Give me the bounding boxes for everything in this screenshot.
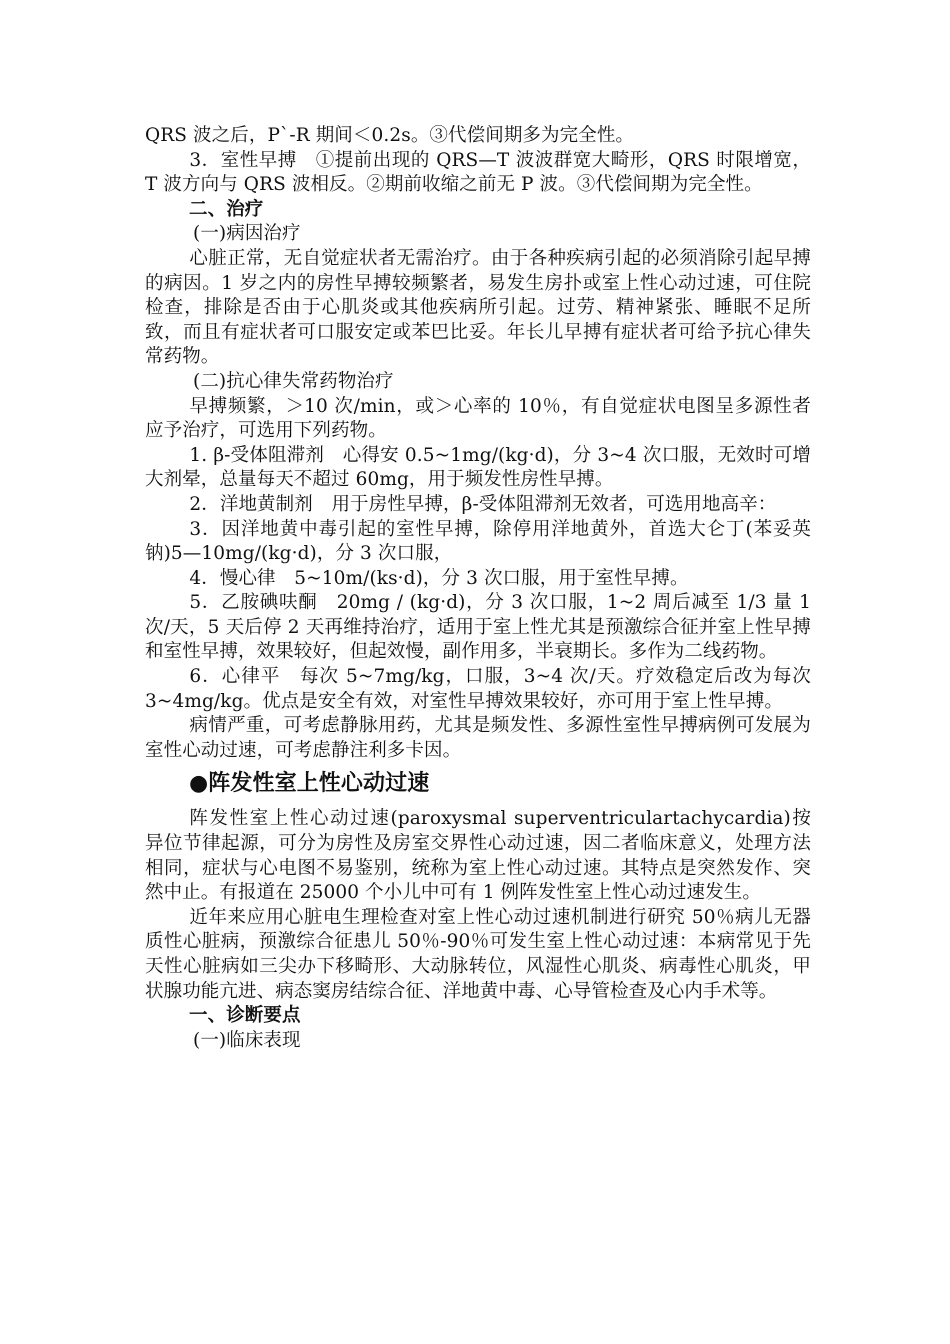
chapter-heading-svt <box>145 769 811 799</box>
paragraph-svt-etiology: 近年来应用心脏电生理检查对室上性心动过速机制进行研究 50％病儿无器质性心脏病，预激综合征患儿 50％-90％可发生室上性心动过速：本病常见于先天性心脏病如三尖办下移畸形、大动脉转位，风湿性心肌炎、病毒性心肌炎，甲状腺功能亢进、病态窦房结综合征、洋地黄中毒、心导管检查及心内手术等。 <box>145 906 811 1002</box>
paragraph-etiology-treatment: 心脏正常，无自觉症状者无需治疗。由于各种疾病引起的必须消除引起早搏的病因。1 岁之内的房性早搏较频繁者，易发生房扑或室上性心动过速，可住院检查，排除是否由于心肌炎或其他疾病所引起。过劳、精神紧张、睡眠不足所致，而且有症状者可口服安定或苯巴比妥。年长儿早搏有症状者可给予抗心律失常药物。 <box>145 247 811 368</box>
paragraph-ventricular-premature: 3．室性早搏 ①提前出现的 QRS—T 波波群宽大畸形，QRS 时限增宽，T 波方向与 QRS 波相反。②期前收缩之前无 P 波。③代偿间期为完全性。 <box>145 149 811 196</box>
section-heading-treatment: 二、治疗 <box>189 198 264 220</box>
bullet-icon: ● <box>189 771 209 797</box>
paragraph-drug-4: 4．慢心律 5~10m/(ks·d)，分 3 次口服，用于室性早搏。 <box>189 567 689 589</box>
paragraph-svt-definition: 阵发性室上性心动过速(paroxysmal superventriculartachycardia)按异位节律起源，可分为房性及房室交界性心动过速，因二者临床意义，处理方法相同，症状与心电图不易鉴别，统称为室上性心动过速。其特点是突然发作、突然中止。有报道在 25000 个小儿中可有 1 例阵发性室上性心动过速发生。 <box>145 808 811 904</box>
paragraph-antiarrhythmic-intro: 早搏频繁，＞10 次/min，或＞心率的 10％，有自觉症状电图呈多源性者应予治疗，可选用下列药物。 <box>145 395 811 442</box>
subheading-antiarrhythmic: (二)抗心律失常药物治疗 <box>193 370 394 392</box>
subheading-etiology-treatment: (一)病因治疗 <box>193 223 301 245</box>
document-page <box>145 124 811 1053</box>
paragraph-severe-cases: 病情严重，可考虑静脉用药，尤其是频发性、多源性室性早搏病例可发展为室性心动过速，可考虑静注利多卡因。 <box>145 715 811 761</box>
paragraph-qrs-continued: QRS 波之后，P`-R 期间＜0.2s。③代偿间期多为完全性。 <box>145 125 635 146</box>
subheading-clinical-manifestations: (一)临床表现 <box>193 1029 301 1051</box>
section-heading-diagnosis: 一、诊断要点 <box>189 1005 301 1027</box>
chapter-heading-text: 阵发性室上性心动过速 <box>208 771 430 797</box>
paragraph-drug-2: 2．洋地黄制剂 用于房性早搏，β-受体阻滞剂无效者，可选用地高辛： <box>189 493 777 515</box>
paragraph-drug-1: 1. β-受体阻滞剂 心得安 0.5~1mg/(kg·d)，分 3~4 次口服，无效时可增大剂晕，总量每天不超过 60mg，用于频发性房性早搏。 <box>145 444 811 491</box>
paragraph-drug-6: 6．心律平 每次 5~7mg/kg，口服，3~4 次/天。疗效稳定后改为每次 3~4mg/kg。优点是安全有效，对室性早搏效果较好，亦可用于室上性早搏。 <box>145 666 811 712</box>
paragraph-drug-3: 3．因洋地黄中毒引起的室性早搏，除停用洋地黄外，首选大仑丁(苯妥英钠)5—10mg/(kg·d)，分 3 次口服， <box>145 518 811 565</box>
paragraph-drug-5: 5．乙胺碘呋酮 20mg / (kg·d)，分 3 次口服，1~2 周后减至 1/3 量 1 次/天，5 天后停 2 天再维持治疗，适用于室上性尤其是预激综合征并室上性早搏和室性早搏，效果较好，但起效慢，副作用多，半衰期长。多作为二线药物。 <box>145 592 811 663</box>
